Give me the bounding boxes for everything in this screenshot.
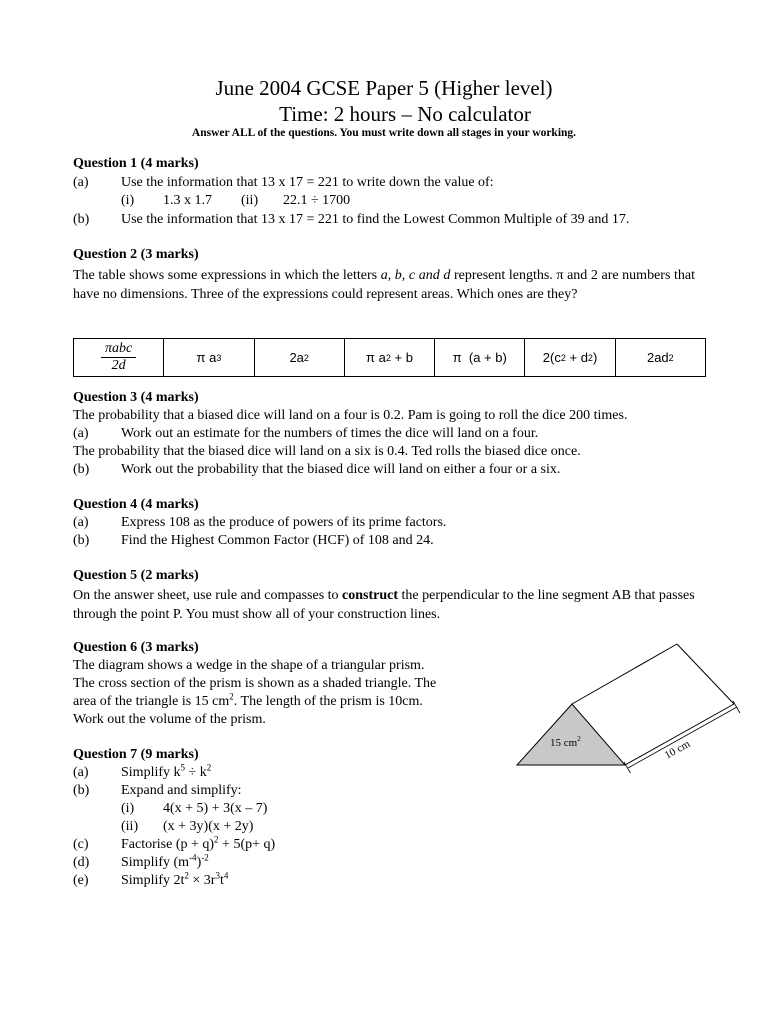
q3-line-1: The probability that a biased dice will land on a four is 0.2. Pam is going to roll the dice 200 times. bbox=[73, 408, 628, 423]
q7-bi-text: 4(x + 5) + 3(x – 7) bbox=[163, 801, 268, 816]
q3-b-text: Work out the probability that the biased dice will land on either a four or a six. bbox=[121, 462, 561, 477]
expr6-c: ) bbox=[592, 350, 598, 365]
q2-text bbox=[73, 266, 695, 304]
q7-part-c bbox=[73, 834, 276, 853]
expr4-b: + b bbox=[390, 350, 413, 365]
q7-part-a bbox=[73, 762, 212, 781]
expr-cell-3: 2a 2 bbox=[255, 339, 345, 376]
q3-a-label: (a) bbox=[73, 426, 89, 441]
q4-heading: Question 4 (4 marks) bbox=[73, 497, 199, 512]
q7-e-label: (e) bbox=[73, 873, 89, 888]
q1-b-label: (b) bbox=[73, 212, 90, 227]
prism-back-edge bbox=[677, 644, 734, 704]
expr4-a: π a bbox=[366, 350, 386, 365]
q3-b-label: (b) bbox=[73, 462, 90, 477]
area-label-exp: 2 bbox=[577, 735, 581, 743]
expr7-a: 2ad bbox=[646, 350, 669, 365]
q1-a-text: Use the information that 13 x 17 = 221 to write down the value of: bbox=[121, 175, 494, 190]
dimension-line bbox=[628, 707, 737, 768]
expressions-table bbox=[73, 338, 706, 377]
q7-b-text: Expand and simplify: bbox=[121, 783, 242, 798]
q7-heading: Question 7 (9 marks) bbox=[73, 747, 199, 762]
q4-a-text: Express 108 as the produce of powers of its prime factors. bbox=[121, 515, 447, 530]
prism-top-edge bbox=[572, 644, 677, 704]
q6-heading: Question 6 (3 marks) bbox=[73, 640, 199, 655]
q7-a-label: (a) bbox=[73, 765, 89, 780]
q3-a-text: Work out an estimate for the numbers of times the dice will land on a four. bbox=[121, 426, 539, 441]
expr5: π (a + b) bbox=[452, 350, 507, 365]
q7-a-exp2: 2 bbox=[206, 762, 212, 773]
q7-e-exp3: 4 bbox=[223, 870, 229, 881]
q4-part-b bbox=[73, 533, 434, 549]
paper-title: June 2004 GCSE Paper 5 (Higher level) bbox=[215, 76, 553, 100]
q3-part-b bbox=[73, 462, 560, 478]
q1-ii-text: 22.1 ÷ 1700 bbox=[283, 193, 351, 208]
expr2-base: π a bbox=[196, 350, 217, 365]
q7-d-pre: Simplify (m bbox=[121, 855, 190, 870]
q7-part-e bbox=[73, 870, 229, 889]
q2-letters: a, b, c and d bbox=[380, 268, 451, 283]
q5-heading: Question 5 (2 marks) bbox=[73, 568, 199, 583]
q7-e-pre: Simplify 2t bbox=[121, 873, 185, 888]
expr-cell-2: π a 3 bbox=[164, 339, 254, 376]
expr-fraction bbox=[101, 341, 136, 374]
q3-part-a bbox=[73, 426, 538, 442]
q2-text-pre: The table shows some expressions in which the letters bbox=[73, 268, 381, 283]
q1-part-b bbox=[73, 212, 629, 228]
q6-l3-pre: area of the triangle is 15 cm bbox=[73, 694, 230, 709]
expr-cell-4: π a 2 + b bbox=[345, 339, 435, 376]
q7-e-exp1: 2 bbox=[184, 870, 189, 881]
time-text: Time: 2 hours – No calculator bbox=[279, 102, 531, 126]
q6-line-4: Work out the volume of the prism. bbox=[73, 712, 266, 727]
q7-c-label: (c) bbox=[73, 837, 89, 852]
q1-heading: Question 1 (4 marks) bbox=[73, 156, 199, 171]
q4-b-text: Find the Highest Common Factor (HCF) of 108 and 24. bbox=[121, 533, 434, 548]
expr-cell-5 bbox=[435, 339, 525, 376]
q1-i-text: 1.3 x 1.7 bbox=[163, 193, 212, 208]
prism-bottom-edge bbox=[625, 704, 734, 765]
q4-a-label: (a) bbox=[73, 515, 89, 530]
fraction-denominator: 2d bbox=[111, 358, 126, 373]
q7-part-b bbox=[73, 783, 242, 799]
q7-e-t: t bbox=[219, 873, 224, 888]
expr-cell-6: 2(c 2 + d 2 ) bbox=[525, 339, 615, 376]
expr6-a: 2(c bbox=[542, 350, 561, 365]
q7-e-exp2: 3 bbox=[215, 870, 220, 881]
expr-cell-1 bbox=[74, 339, 164, 376]
q7-c-pre: Factorise (p + q) bbox=[121, 837, 215, 852]
q5-text bbox=[73, 586, 695, 624]
length-label: 10 cm bbox=[662, 737, 693, 762]
q7-e-mid: × 3r bbox=[188, 873, 216, 888]
q6-l3-post: . The length of the prism is 10cm. bbox=[233, 694, 423, 709]
q6-line-1: The diagram shows a wedge in the shape of a triangular prism. bbox=[73, 658, 425, 673]
q7-d-label: (d) bbox=[73, 855, 90, 870]
q7-part-b-i bbox=[121, 801, 267, 817]
triangular-prism-diagram bbox=[505, 638, 755, 773]
q7-d-mid: ) bbox=[196, 855, 202, 870]
q5-pre: On the answer sheet, use rule and compasses to bbox=[73, 588, 343, 603]
q4-b-label: (b) bbox=[73, 533, 90, 548]
q7-bii-text: (x + 3y)(x + 2y) bbox=[163, 819, 254, 834]
area-label-text: 15 cm bbox=[550, 737, 578, 749]
q3-heading: Question 3 (4 marks) bbox=[73, 390, 199, 405]
q1-part-a bbox=[73, 175, 494, 191]
q5-bold: construct bbox=[342, 588, 399, 603]
q7-a-exp1: 5 bbox=[180, 762, 186, 773]
time-line bbox=[0, 102, 768, 127]
q7-c-post: + 5(p+ q) bbox=[218, 837, 276, 852]
q7-bi-label: (i) bbox=[121, 801, 135, 816]
q1-part-a-subs bbox=[121, 193, 350, 209]
instructions: Answer ALL of the questions. You must write down all stages in your working. bbox=[191, 127, 577, 139]
dimension-tick-right bbox=[733, 701, 740, 713]
q6-l3-exp: 2 bbox=[229, 691, 234, 702]
q5-post: the perpendicular to the line segment AB that passes through the point P. You must show all of your construction lines. bbox=[73, 588, 695, 622]
q7-d-exp2: -2 bbox=[201, 852, 209, 863]
q7-part-d bbox=[73, 852, 209, 871]
q7-bii-label: (ii) bbox=[121, 819, 139, 834]
q7-part-b-ii bbox=[121, 819, 253, 835]
area-label bbox=[550, 735, 581, 749]
q6-line-2: The cross section of the prism is shown as a shaded triangle. The bbox=[73, 676, 437, 691]
expr-cell-7: 2ad 2 bbox=[646, 350, 674, 365]
q1-ii-label: (ii) bbox=[241, 193, 259, 208]
q7-c-exp: 2 bbox=[214, 834, 219, 845]
q2-heading: Question 2 (3 marks) bbox=[73, 247, 199, 262]
q1-b-text: Use the information that 13 x 17 = 221 to find the Lowest Common Multiple of 39 and 17. bbox=[121, 212, 630, 227]
q7-a-mid: ÷ k bbox=[185, 765, 207, 780]
q7-d-exp1: -4 bbox=[189, 852, 197, 863]
q7-b-label: (b) bbox=[73, 783, 90, 798]
q6-line-3 bbox=[73, 691, 423, 710]
q4-part-a bbox=[73, 515, 446, 531]
shaded-cross-section bbox=[517, 704, 625, 765]
q2-text-post: represent lengths. π and 2 are numbers that have no dimensions. Three of the expressions could represent areas. Which ones are they? bbox=[73, 268, 695, 302]
q1-i-label: (i) bbox=[121, 193, 135, 208]
expr6-b: + d bbox=[565, 350, 588, 365]
q1-a-label: (a) bbox=[73, 175, 89, 190]
expr3-base: 2a bbox=[289, 350, 304, 365]
q3-line-3: The probability that the biased dice will land on a six is 0.4. Ted rolls the biased dice once. bbox=[73, 444, 581, 459]
q7-a-pre: Simplify k bbox=[121, 765, 181, 780]
fraction-numerator: πabc bbox=[101, 341, 136, 358]
